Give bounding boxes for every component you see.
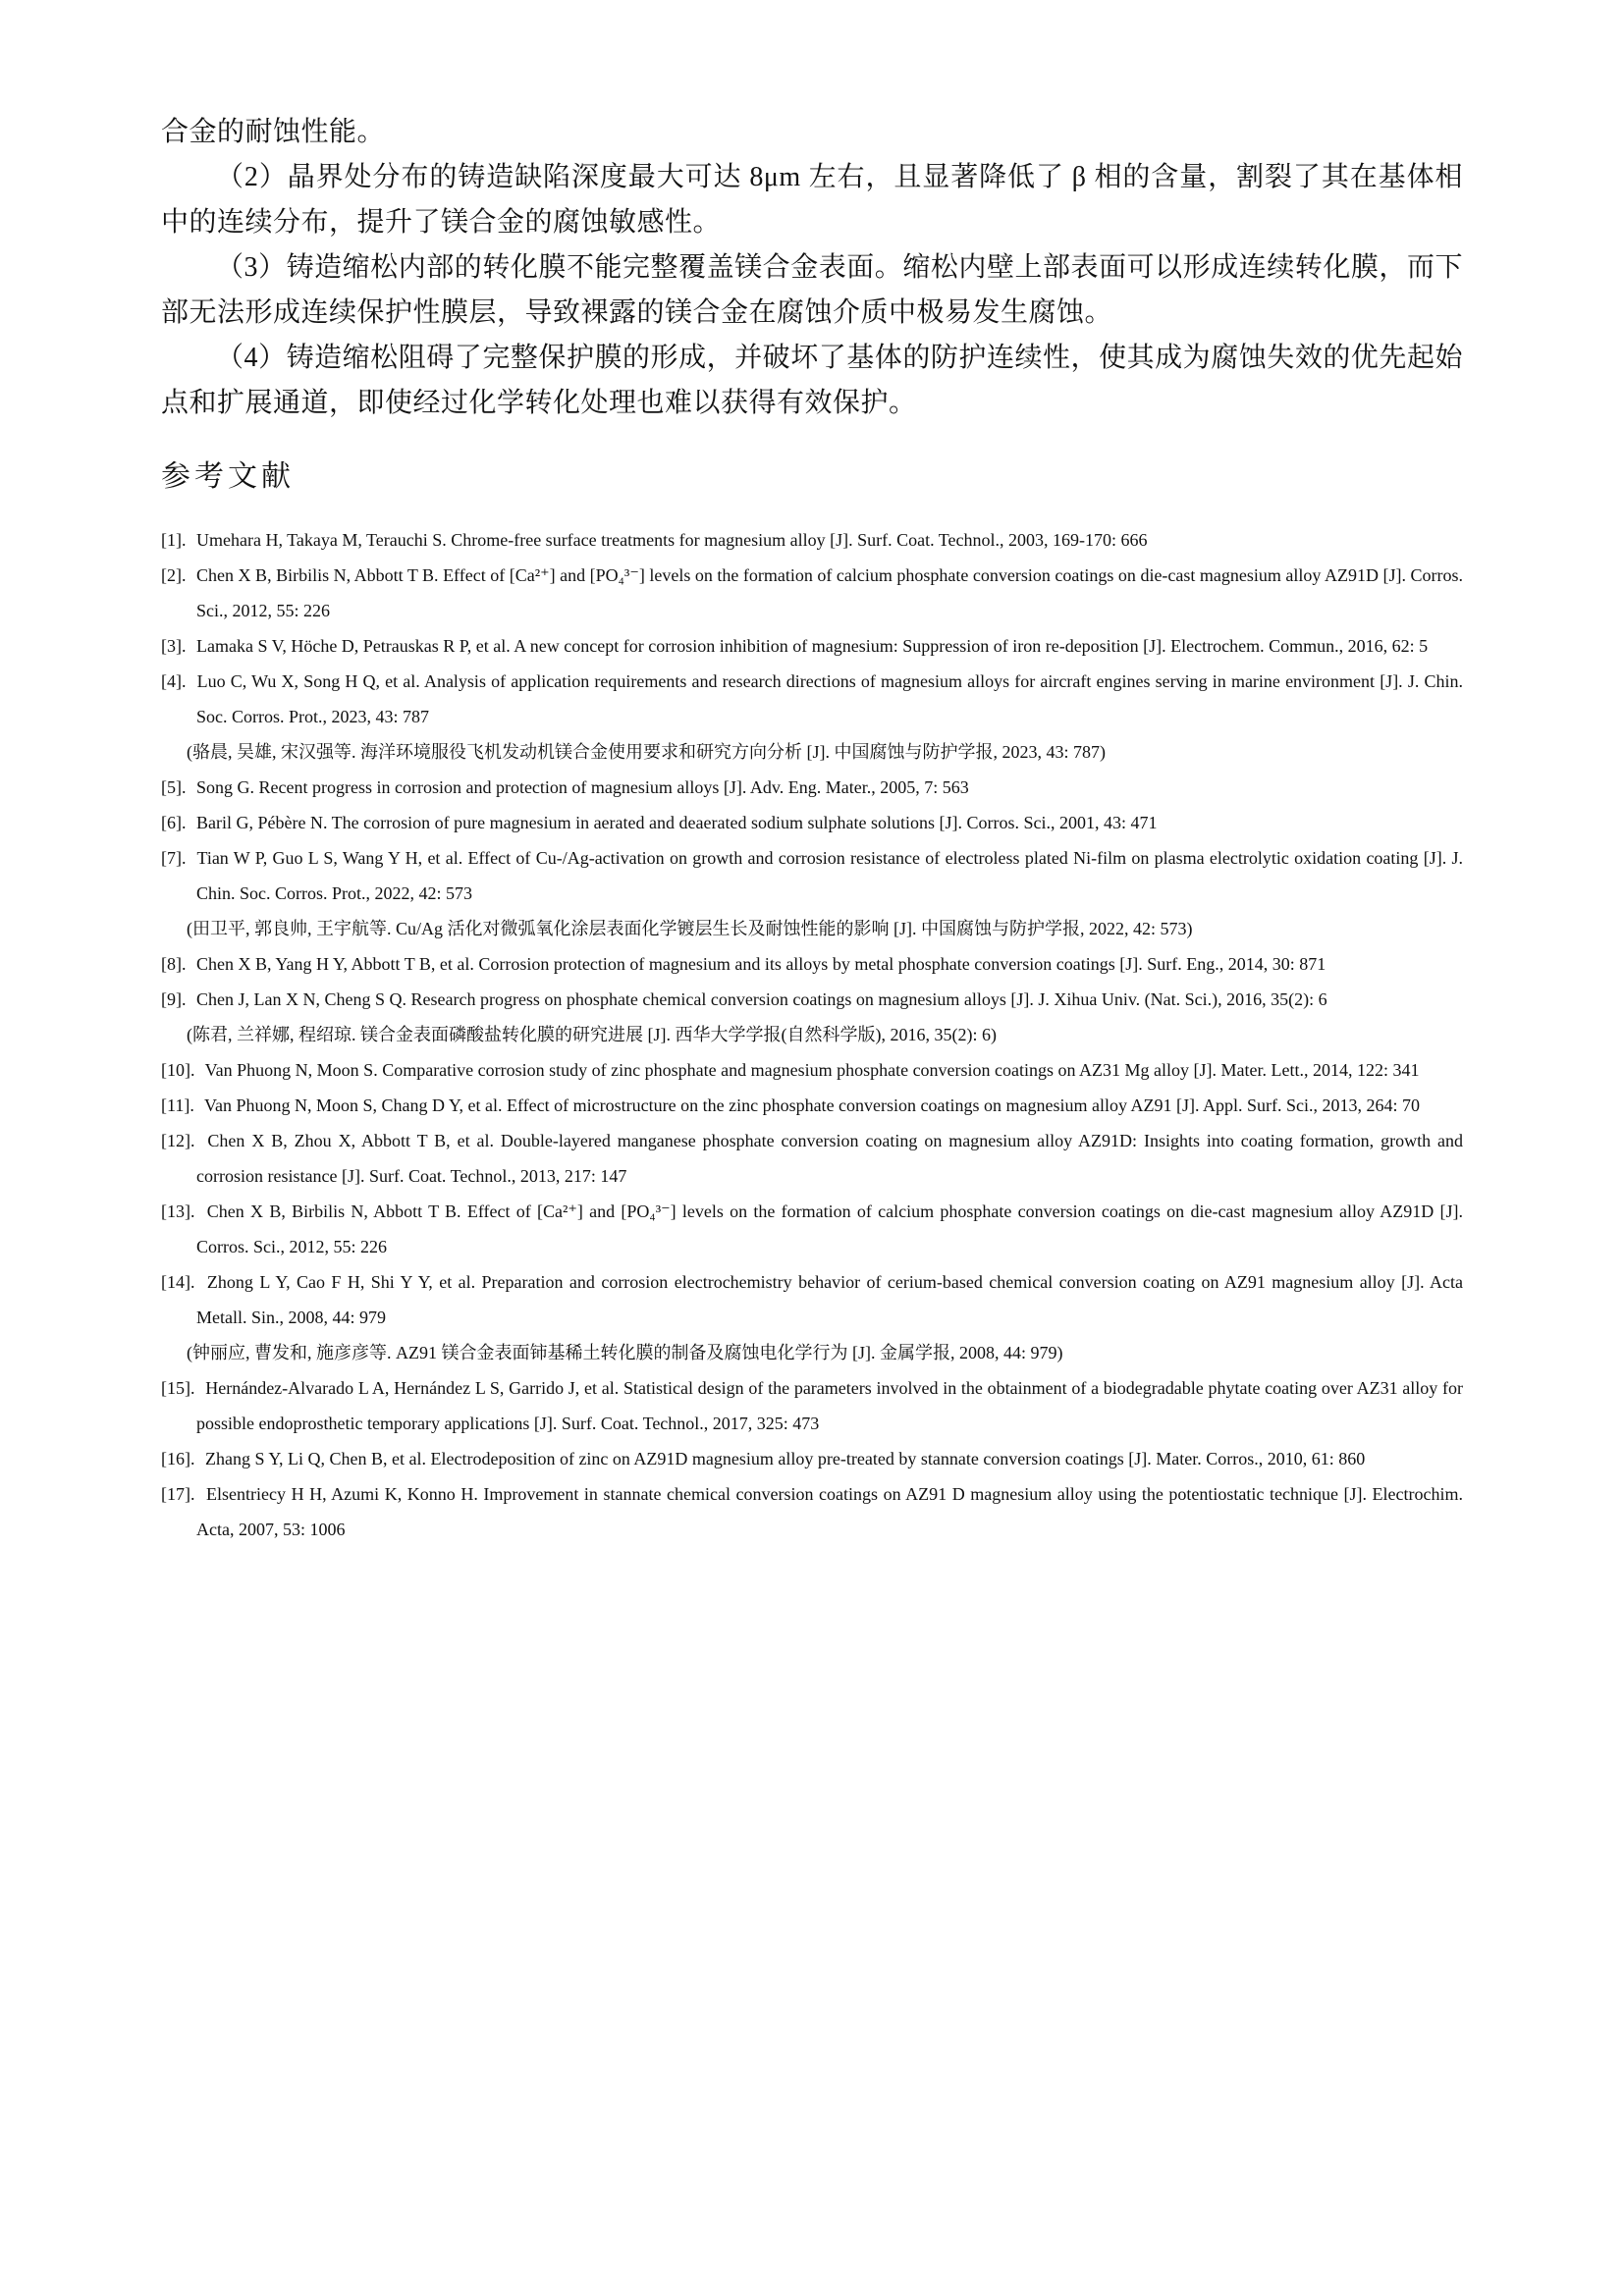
reference-item [161,1441,1463,1476]
reference-text: Song G. Recent progress in corrosion and protection of magnesium alloys [J]. Adv. Eng. Mater., 2005, 7: 563 [191,777,969,797]
reference-label: [1]. [161,530,187,550]
reference-translation: (田卫平, 郭良帅, 王宇航等. Cu/Ag 活化对微弧氧化涂层表面化学镀层生长及耐蚀性能的影响 [J]. 中国腐蚀与防护学报, 2022, 42: 573) [187,919,1193,938]
references-heading: 参考文献 [161,460,295,493]
reference-text: Chen J, Lan X N, Cheng S Q. Research progress on phosphate chemical conversion coatings on magnesium alloys [J]. J. Xihua Univ. (Nat. Sci.), 2016, 35(2): 6 [191,989,1327,1009]
reference-text: Zhong L Y, Cao F H, Shi Y Y, et al. Preparation and corrosion electrochemistry behavior of cerium-based chemical conversion coating on AZ91 magnesium alloy [J]. Acta Metall. Sin., 2008, 44: 979 [196,1272,1463,1327]
conclusions-section [161,155,1463,426]
reference-text: Baril G, Pébère N. The corrosion of pure magnesium in aerated and deaerated sodium sulphate solutions [J]. Corros. Sci., 2001, 43: 471 [191,813,1158,832]
reference-label: [2]. [161,565,187,585]
reference-item [161,558,1463,628]
reference-text: Chen X B, Yang H Y, Abbott T B, et al. Corrosion protection of magnesium and its alloys by metal phosphate conversion coatings [J]. Surf. Eng., 2014, 30: 871 [191,954,1326,974]
reference-label: [12]. [161,1131,195,1150]
reference-item [161,664,1463,734]
reference-item [161,1194,1463,1264]
reference-item [161,770,1463,805]
reference-item [161,1088,1463,1123]
reference-label: [10]. [161,1060,195,1080]
reference-label: [7]. [161,848,187,868]
reference-text: Van Phuong N, Moon S, Chang D Y, et al. Effect of microstructure on the zinc phosphate conversion coatings on magnesium alloy AZ91 [J]. Appl. Surf. Sci., 2013, 264: 70 [199,1095,1420,1115]
reference-text: Chen X B, Zhou X, Abbott T B, et al. Double-layered manganese phosphate conversion coating on magnesium alloy AZ91D: Insights into coating formation, growth and corrosion resistance [J]. Surf. Coat. Technol., 2013, 217: 147 [196,1131,1463,1186]
conclusion-paragraph: （3）铸造缩松内部的转化膜不能完整覆盖镁合金表面。缩松内壁上部表面可以形成连续转化膜，而下部无法形成连续保护性膜层，导致裸露的镁合金在腐蚀介质中极易发生腐蚀。 [161,252,1463,328]
reference-text: Luo C, Wu X, Song H Q, et al. Analysis of application requirements and research directions of magnesium alloys for aircraft engines serving in marine environment [J]. J. Chin. Soc. Corros. Prot., 2023, 43: 787 [191,671,1463,726]
reference-text: Chen X B, Birbilis N, Abbott T B. Effect of [Ca²⁺] and [PO₄³⁻] levels on the formation of calcium phosphate conversion coatings on die-cast magnesium alloy AZ91D [J]. Corros. Sci., 2012, 55: 226 [196,1201,1463,1256]
reference-translation: (陈君, 兰祥娜, 程绍琼. 镁合金表面磷酸盐转化膜的研究进展 [J]. 西华大学学报(自然科学版), 2016, 35(2): 6) [187,1025,997,1044]
reference-text: Elsentriecy H H, Azumi K, Konno H. Improvement in stannate chemical conversion coatings on AZ91 D magnesium alloy using the potentiostatic technique [J]. Electrochim. Acta, 2007, 53: 1006 [196,1484,1463,1539]
reference-item [161,1123,1463,1194]
reference-text: Chen X B, Birbilis N, Abbott T B. Effect of [Ca²⁺] and [PO₄³⁻] levels on the formation of calcium phosphate conversion coatings on die-cast magnesium alloy AZ91D [J]. Corros. Sci., 2012, 55: 226 [191,565,1463,620]
reference-label: [6]. [161,813,187,832]
conclusion-paragraph: （2）晶界处分布的铸造缺陷深度最大可达 8μm 左右，且显著降低了 β 相的含量，割裂了其在基体相中的连续分布，提升了镁合金的腐蚀敏感性。 [161,162,1463,238]
references-list [161,522,1463,1547]
reference-item [161,982,1463,1017]
reference-item [161,805,1463,840]
paragraph-continuation: 合金的耐蚀性能。 [161,117,386,147]
reference-text: Tian W P, Guo L S, Wang Y H, et al. Effect of Cu-/Ag-activation on growth and corrosion resistance of electroless plated Ni-film on plasma electrolytic oxidation coating [J]. J. Chin. Soc. Corros. Prot., 2022, 42: 573 [191,848,1463,903]
reference-item [161,1370,1463,1441]
reference-item [161,1052,1463,1088]
reference-text: Umehara H, Takaya M, Terauchi S. Chrome-free surface treatments for magnesium alloy [J]. Surf. Coat. Technol., 2003, 169-170: 666 [191,530,1148,550]
reference-label: [16]. [161,1449,195,1468]
reference-item [161,628,1463,664]
reference-item [161,1264,1463,1335]
reference-label: [14]. [161,1272,195,1292]
reference-translation: (骆晨, 吴雄, 宋汉强等. 海洋环境服役飞机发动机镁合金使用要求和研究方向分析 [J]. 中国腐蚀与防护学报, 2023, 43: 787) [187,742,1106,762]
reference-item [161,522,1463,558]
reference-translation: (钟丽应, 曹发和, 施彦彦等. AZ91 镁合金表面铈基稀土转化膜的制备及腐蚀电化学行为 [J]. 金属学报, 2008, 44: 979) [187,1343,1063,1362]
reference-text: Lamaka S V, Höche D, Petrauskas R P, et al. A new concept for corrosion inhibition of magnesium: Suppression of iron re-deposition [J]. Electrochem. Commun., 2016, 62: 5 [191,636,1429,656]
reference-item [161,840,1463,911]
conclusion-paragraph: （4）铸造缩松阻碍了完整保护膜的形成，并破坏了基体的防护连续性，使其成为腐蚀失效的优先起始点和扩展通道，即使经过化学转化处理也难以获得有效保护。 [161,343,1463,418]
reference-text: Van Phuong N, Moon S. Comparative corrosion study of zinc phosphate and magnesium phosphate conversion coatings on AZ31 Mg alloy [J]. Mater. Lett., 2014, 122: 341 [200,1060,1420,1080]
reference-label: [11]. [161,1095,194,1115]
reference-text: Hernández-Alvarado L A, Hernández L S, Garrido J, et al. Statistical design of the parameters involved in the obtainment of a biodegradable phytate coating over AZ31 alloy for possible endoprosthetic temporary applications [J]. Surf. Coat. Technol., 2017, 325: 473 [196,1378,1463,1433]
reference-label: [3]. [161,636,187,656]
reference-label: [4]. [161,671,187,691]
reference-text: Zhang S Y, Li Q, Chen B, et al. Electrodeposition of zinc on AZ91D magnesium alloy pre-treated by stannate conversion coatings [J]. Mater. Corros., 2010, 61: 860 [200,1449,1366,1468]
reference-label: [8]. [161,954,187,974]
reference-item [161,946,1463,982]
reference-label: [17]. [161,1484,195,1504]
reference-label: [9]. [161,989,187,1009]
reference-label: [5]. [161,777,187,797]
reference-label: [15]. [161,1378,195,1398]
reference-item [161,1476,1463,1547]
reference-label: [13]. [161,1201,195,1221]
